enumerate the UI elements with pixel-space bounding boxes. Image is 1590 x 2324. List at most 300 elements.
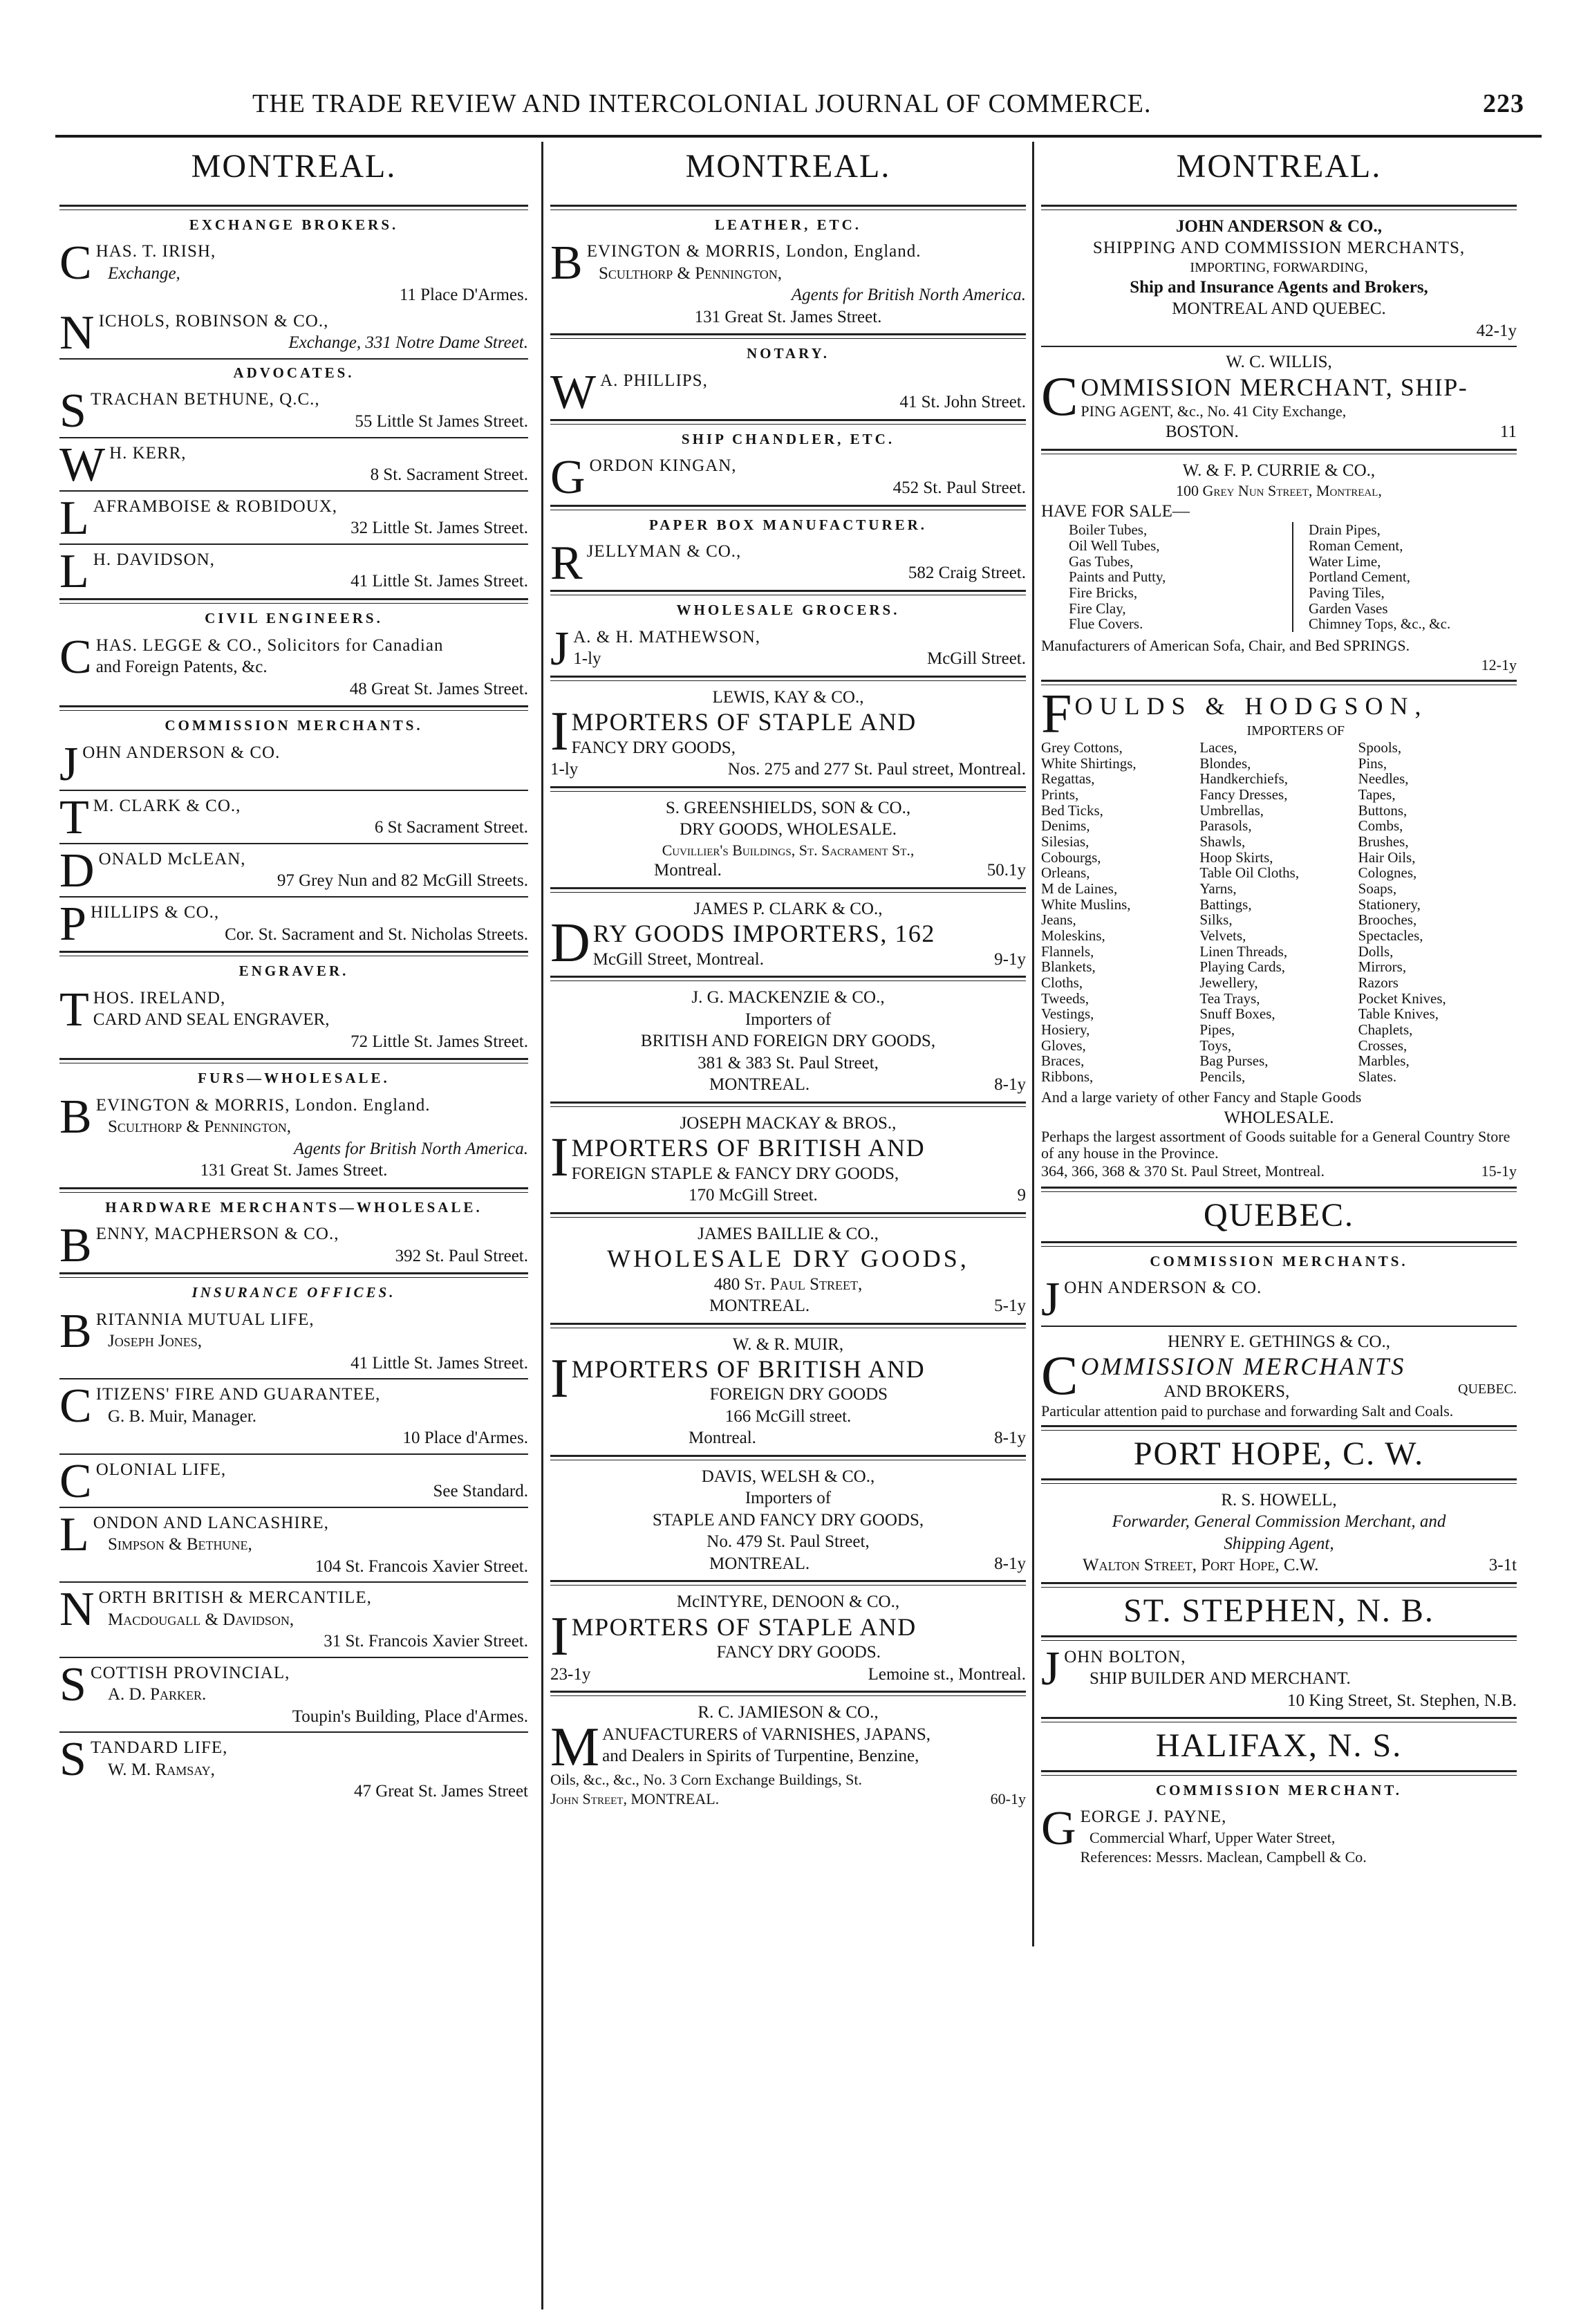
listing-line: SHIP BUILDER AND MERCHANT. [1089,1669,1351,1689]
listing-address: McGill Street. [926,649,1026,669]
listing-address: 131 Great St. James Street. [200,1161,388,1180]
insertion-code: 8-1y [994,1075,1026,1095]
product-item: Tapes, [1358,786,1396,803]
product-item: Orleans, [1041,864,1090,882]
rule [59,790,528,791]
listing-name: A. & H. MATHEWSON, [573,627,761,647]
listing-name: ORDON KINGAN, [589,456,737,476]
rule [59,358,528,360]
advertisement [550,797,1026,882]
drop-cap: G [1041,1802,1076,1856]
city-heading: HALIFAX, N. S. [1155,1727,1403,1765]
ad-line: MONTREAL. [709,1296,810,1316]
listing [59,1507,528,1578]
drop-cap: W [59,438,106,492]
ad-line: BOSTON. [1166,422,1239,442]
product-item: Moleskins, [1041,927,1105,945]
listing-name: ONDON AND LANCASHIRE, [93,1513,329,1532]
drop-cap: R [550,536,583,590]
column-divider-2 [1032,142,1034,1946]
ad-line: 381 & 383 St. Paul Street, [698,1053,879,1072]
advertisement [550,1591,1026,1685]
insertion-code: 50.1y [986,861,1026,880]
double-rule [1041,1770,1517,1776]
product-item: Hosiery, [1041,1021,1090,1039]
product-item: Hoop Skirts, [1199,848,1273,866]
listing-address: Cor. St. Sacrament and St. Nicholas Streets. [225,924,528,944]
product-item: Grey Cottons, [1041,739,1123,756]
product-item: Dolls, [1358,942,1394,960]
listing-name: HOS. IRELAND, [93,988,226,1007]
product-item: Paints and Putty, [1069,568,1166,586]
drop-cap: I [550,1606,569,1667]
ad-line: HAVE FOR SALE— [1041,501,1190,521]
product-item: Toys, [1199,1036,1232,1054]
product-item: Handkerchiefs, [1199,770,1289,788]
double-rule [550,976,1026,981]
ad-headline: WHOLESALE DRY GOODS, [607,1245,969,1273]
double-rule [59,1058,528,1063]
firm-name: JAMES P. CLARK & CO., [693,899,883,918]
insertion-code: 1-ly [573,649,601,669]
ad-line: No. 479 St. Paul Street, [707,1532,870,1552]
product-item: Velvets, [1199,927,1246,945]
product-item: Table Oil Cloths, [1199,864,1300,882]
listing-name: EVINGTON & MORRIS, London. England. [95,1095,431,1115]
listing-name: OLONIAL LIFE, [95,1460,227,1479]
product-item: Bag Purses, [1199,1052,1269,1070]
drop-cap: T [59,983,89,1036]
product-item: Fire Bricks, [1069,584,1138,601]
ad-line: FOREIGN STAPLE & FANCY DRY GOODS, [571,1164,899,1183]
listing [59,983,528,1053]
ad-headline: OMMISSION MERCHANTS [1081,1352,1406,1381]
listing [59,544,528,598]
double-rule [550,505,1026,510]
product-item: Roman Cement, [1309,537,1403,554]
ad-line: 166 McGill street. [724,1406,852,1426]
ad-line: Shipping Agent, [1224,1534,1334,1553]
insertion-code: 15-1y [1481,1162,1517,1180]
listing-address: 55 Little St James Street. [355,411,528,431]
advertisement [1041,460,1517,675]
listing-line: Sculthorp & Pennington, [599,263,783,283]
ad-line: PING AGENT, &c., No. 41 City Exchange, [1081,402,1347,420]
drop-cap: J [550,622,570,676]
product-item: Jewellery, [1199,974,1258,992]
product-item: M de Laines, [1041,880,1118,898]
advertisement [550,987,1026,1096]
section-heading: LEATHER, ETC. [714,216,862,233]
column-3 [1037,142,1521,2310]
ad-line: Oils, &c., &c., No. 3 Corn Exchange Buildings, St. [550,1771,862,1789]
listing-address: 48 Great St. James Street. [349,679,528,698]
double-rule [550,1580,1026,1586]
drop-cap: L [59,544,89,598]
product-item: Needles, [1358,770,1409,788]
product-item: White Shirtings, [1041,754,1137,772]
listing [59,1219,528,1273]
firm-name: DAVIS, WELSH & CO., [701,1467,875,1486]
firm-name: JOHN ANDERSON & CO., [1176,216,1382,236]
listing-name: COTTISH PROVINCIAL, [90,1663,290,1682]
section-heading: FURS—WHOLESALE. [198,1070,390,1087]
firm-name: LEWIS, KAY & CO., [712,687,864,707]
drop-cap: I [550,1348,569,1410]
advertisement [1041,1489,1517,1577]
listing-address: 10 King Street, St. Stephen, N.B. [1287,1691,1517,1710]
product-item: Oil Well Tubes, [1069,537,1160,554]
insertion-code: 9-1y [994,949,1026,969]
double-rule [1041,1582,1517,1588]
listing-name: OHN BOLTON, [1064,1647,1186,1666]
column-2 [546,142,1030,2310]
drop-cap: B [550,236,583,290]
listing-name: ICHOLS, ROBINSON & CO., [98,311,329,331]
double-rule [59,705,528,711]
product-item: Gas Tubes, [1069,552,1134,570]
ad-line: DRY GOODS, WHOLESALE. [680,820,897,839]
drop-cap: L [59,491,89,545]
firm-name: JOSEPH MACKAY & BROS., [680,1113,897,1133]
listing-address: 392 St. Paul Street. [395,1246,528,1265]
ad-line: Walton Street, Port Hope, C.W. [1083,1556,1319,1575]
product-item: Braces, [1041,1052,1085,1070]
section-heading: CIVIL ENGINEERS. [205,610,383,627]
listing-line: Agents for British North America. [293,1139,528,1158]
listing [550,451,1026,505]
listing-address: 31 St. Francois Xavier Street. [324,1632,528,1651]
ad-line: BRITISH AND FOREIGN DRY GOODS, [640,1032,936,1051]
ad-line: John Street, MONTREAL. [550,1790,720,1808]
product-item: Yarns, [1199,880,1237,898]
ad-line: McGill Street, Montreal. [592,949,764,969]
listing-address: 32 Little St. James Street. [350,519,528,538]
listing-line: References: Messrs. Maclean, Campbell & Co. [1080,1848,1367,1866]
product-item: Portland Cement, [1309,568,1410,586]
product-item: Table Knives, [1358,1005,1439,1023]
ad-line: Particular attention paid to purchase and forwarding Salt and Coals. [1041,1402,1454,1420]
page-number: 223 [1483,89,1524,118]
listing-name: HILLIPS & CO., [90,903,220,922]
firm-name: W. & R. MUIR, [732,1335,844,1354]
product-item: Fancy Dresses, [1199,786,1288,803]
advertisement [550,1223,1026,1317]
product-column [1069,522,1277,632]
advertisement [1041,351,1517,443]
advertisement [550,1334,1026,1449]
column-divider-1 [541,142,543,2309]
ad-headline: MPORTERS OF BRITISH AND [571,1134,926,1162]
listing-name: H. DAVIDSON, [93,550,215,569]
listing-line: Macdougall & Davidson, [108,1610,294,1629]
product-item: Prints, [1041,786,1079,803]
ad-headline: OMMISSION MERCHANT, SHIP- [1081,373,1468,401]
drop-cap: B [59,1090,92,1144]
ad-line: IMPORTERS OF [1246,723,1345,738]
journal-title: THE TRADE REVIEW AND INTERCOLONIAL JOURNAL OF COMMERCE. [252,89,1152,118]
section-heading: HARDWARE MERCHANTS—WHOLESALE. [105,1198,483,1216]
double-rule [550,1323,1026,1328]
rule [1041,346,1517,347]
ad-line: Montreal. [654,861,722,880]
drop-cap: C [59,1454,92,1508]
listing [1041,1273,1517,1327]
listing [59,1583,528,1653]
listing-address: See Standard. [433,1482,528,1501]
ad-line: FOREIGN DRY GOODS [709,1385,888,1404]
firm-name: W. C. WILLIS, [1226,353,1332,372]
section-heading: COMMISSION MERCHANTS. [165,717,423,734]
column-1 [55,142,532,2310]
product-item: Crosses, [1358,1036,1407,1054]
ad-line: 364, 366, 368 & 370 St. Paul Street, Montreal. [1041,1162,1325,1180]
section-heading: ENGRAVER. [238,963,349,980]
listing-address: 131 Great St. James Street. [694,307,882,326]
double-rule [550,676,1026,681]
section-heading: PAPER BOX MANUFACTURER. [648,516,928,533]
product-item: Spectacles, [1358,927,1423,945]
drop-cap: N [59,306,95,360]
product-item: Jeans, [1041,911,1076,929]
double-rule [1041,1717,1517,1722]
double-rule [1041,449,1517,454]
drop-cap: S [59,1733,86,1787]
ad-line: Importers of [745,1010,832,1029]
product-item: Silks, [1199,911,1233,929]
ad-line: QUEBEC. [1458,1382,1517,1397]
product-item: Pencils, [1199,1068,1246,1086]
listing-address: Toupin's Building, Place d'Armes. [292,1707,528,1726]
listing-line: CARD AND SEAL ENGRAVER, [93,1010,330,1030]
product-item: Pocket Knives, [1358,989,1446,1007]
drop-cap: C [1041,366,1078,427]
drop-cap: D [550,913,590,974]
listing-role: Exchange, [108,263,180,283]
listing-line: Commercial Wharf, Upper Water Street, [1089,1828,1336,1846]
ad-line: Forwarder, General Commission Merchant, and [1112,1512,1446,1532]
advertisement [550,898,1026,974]
double-rule [1041,1635,1517,1641]
ad-headline: OULDS & HODGSON, [1074,692,1428,721]
listing [59,1379,528,1449]
drop-cap: N [59,1583,95,1637]
ad-line: Ship and Insurance Agents and Brokers, [1130,277,1428,297]
firm-name: JAMES BAILLIE & CO., [698,1224,879,1243]
product-item: Brushes, [1358,833,1409,850]
listing [550,622,1026,676]
listing [1041,1802,1517,1866]
product-item: Shawls, [1199,833,1246,850]
rule [59,896,528,898]
advertisement [1041,1331,1517,1420]
listing-address: 6 St Sacrament Street. [374,818,528,837]
product-item: Paving Tiles, [1309,584,1385,601]
firm-name: J. G. MACKENZIE & CO., [691,988,885,1007]
listing-name: OHN ANDERSON & CO. [1064,1279,1262,1298]
listing-address: 97 Grey Nun and 82 McGill Streets. [277,871,528,891]
insertion-code: 12-1y [1481,656,1517,673]
product-item: Slates. [1358,1068,1397,1086]
double-rule [1041,1425,1517,1431]
product-item: Colognes, [1358,864,1417,882]
listing [550,365,1026,419]
listing [59,844,528,898]
product-item: Pipes, [1199,1021,1235,1039]
ad-headline: MPORTERS OF STAPLE AND [571,708,917,736]
product-item: Razors [1358,974,1399,992]
listing [550,536,1026,590]
section-heading: ADVOCATES. [233,364,355,381]
city-heading: MONTREAL. [1176,148,1382,185]
rule [59,1507,528,1508]
product-column [1199,740,1358,1085]
ad-line: 480 St. Paul Street, [713,1274,863,1294]
listing-line: Sculthorp & Pennington, [108,1117,292,1137]
drop-cap: L [59,1507,89,1561]
drop-cap: D [59,844,95,898]
product-item: Laces, [1199,739,1237,756]
listing-address: 41 St. John Street. [899,393,1026,412]
double-rule [59,205,528,210]
advertisement [1041,216,1517,342]
advertisement [550,687,1026,781]
product-item: Linen Threads, [1199,942,1288,960]
advertisement [550,1702,1026,1809]
product-list [1041,740,1517,1085]
listing [59,898,528,951]
section-heading: WHOLESALE GROCERS. [676,602,900,619]
drop-cap: J [1041,1273,1060,1327]
product-item: Snuff Boxes, [1199,1005,1275,1023]
double-rule [550,786,1026,792]
product-item: Battings, [1199,895,1252,913]
insertion-code: 60-1y [990,1790,1026,1808]
listing-line: G. B. Muir, Manager. [108,1406,256,1426]
insertion-code: 23-1y [550,1664,591,1684]
listing-name: HAS. LEGGE & CO., Solicitors for Canadian [95,635,444,655]
product-item: Gloves, [1041,1036,1086,1054]
product-item: Stationery, [1358,895,1421,913]
city-heading: QUEBEC. [1204,1197,1354,1234]
listing [59,1657,528,1728]
double-rule [59,1272,528,1278]
product-item: Combs, [1358,817,1403,835]
listing-address: 41 Little St. James Street. [350,1353,528,1373]
listing-name: HAS. T. IRISH, [95,242,216,261]
rule [59,1453,528,1455]
double-rule [550,1691,1026,1696]
product-column [1309,522,1517,632]
listing-address: 10 Place d'Armes. [402,1429,528,1448]
listing [59,1454,528,1508]
listing-address: 72 Little St. James Street. [350,1032,528,1051]
product-item: Bed Ticks, [1041,801,1103,819]
listing-address: 11 Place D'Armes. [399,286,528,305]
product-item: Drain Pipes, [1309,521,1381,539]
drop-cap: B [59,1304,92,1358]
insertion-code: 5-1y [994,1296,1026,1316]
double-rule [550,1455,1026,1460]
ad-line: STAPLE AND FANCY DRY GOODS, [652,1510,924,1530]
ad-line: and Dealers in Spirits of Turpentine, Benzine, [602,1747,919,1766]
section-heading: NOTARY. [746,345,830,362]
rule [59,1378,528,1379]
product-item: Blondes, [1199,754,1251,772]
listing-name: A. PHILLIPS, [600,371,708,390]
firm-name: HENRY E. GETHINGS & CO., [1168,1332,1390,1351]
listing-name: RITANNIA MUTUAL LIFE, [95,1310,315,1329]
listing-address: 104 St. Francois Xavier Street. [315,1556,528,1576]
ad-line: MONTREAL. [709,1554,810,1573]
rule [59,1731,528,1733]
double-rule [1041,1187,1517,1192]
product-item: Spools, [1358,739,1402,756]
listing-name: M. CLARK & CO., [93,796,241,815]
product-item: Water Lime, [1309,552,1381,570]
listing-name: EORGE J. PAYNE, [1080,1807,1227,1827]
double-rule [59,951,528,956]
product-item: Chaplets, [1358,1021,1413,1039]
listing-line: Agents for British North America. [791,286,1026,305]
product-item: Ribbons, [1041,1068,1094,1086]
advertisement [550,1466,1026,1575]
listing-address: 41 Little St. James Street. [350,572,528,591]
product-item: Flannels, [1041,942,1094,960]
ad-line: 100 Grey Nun Street, Montreal, [1176,482,1382,500]
city-heading: MONTREAL. [191,148,397,185]
listing-line: Joseph Jones, [108,1332,202,1351]
listing-line: A. D. Parker. [108,1685,207,1704]
insertion-code: 8-1y [994,1554,1026,1573]
drop-cap: S [59,384,86,438]
drop-cap: W [550,365,597,419]
city-heading: MONTREAL. [685,148,891,185]
drop-cap: M [550,1716,600,1778]
firm-name: W. & F. P. CURRIE & CO., [1182,461,1376,480]
product-item: Pins, [1358,754,1387,772]
listing [59,630,528,700]
listing-address: 452 St. Paul Street. [892,478,1026,497]
drop-cap: T [59,790,89,844]
insertion-code: 42-1y [1476,321,1517,340]
ad-headline: MPORTERS OF BRITISH AND [571,1355,926,1384]
ad-headline: MPORTERS OF STAPLE AND [571,1612,917,1641]
listing [59,1733,528,1803]
rule [59,1657,528,1658]
listing-line: W. M. Ramsay, [108,1760,215,1779]
product-item: Blankets, [1041,958,1096,976]
insertion-code: 8-1y [994,1429,1026,1448]
listing-name: JELLYMAN & CO., [586,541,742,561]
city-heading: PORT HOPE, C. W. [1133,1435,1425,1473]
listing-name: EVINGTON & MORRIS, London, England. [586,242,922,261]
product-item: Hair Oils, [1358,848,1416,866]
product-list [1041,522,1517,632]
listing-name: ONALD McLEAN, [98,849,246,868]
product-item: Parasols, [1199,817,1252,835]
ad-line: FANCY DRY GOODS, [571,738,736,757]
product-item: Buttons, [1358,801,1407,819]
product-item: Mirrors, [1358,958,1407,976]
header-rule [55,135,1542,138]
insertion-code: 11 [1499,422,1517,442]
ad-line: 170 McGill Street. [689,1186,818,1205]
listing-name: ENNY, MACPHERSON & CO., [95,1225,339,1244]
listing-line: and Foreign Patents, &c. [95,658,268,677]
double-rule [1041,1478,1517,1484]
ad-address: Lemoine st., Montreal. [868,1664,1026,1684]
